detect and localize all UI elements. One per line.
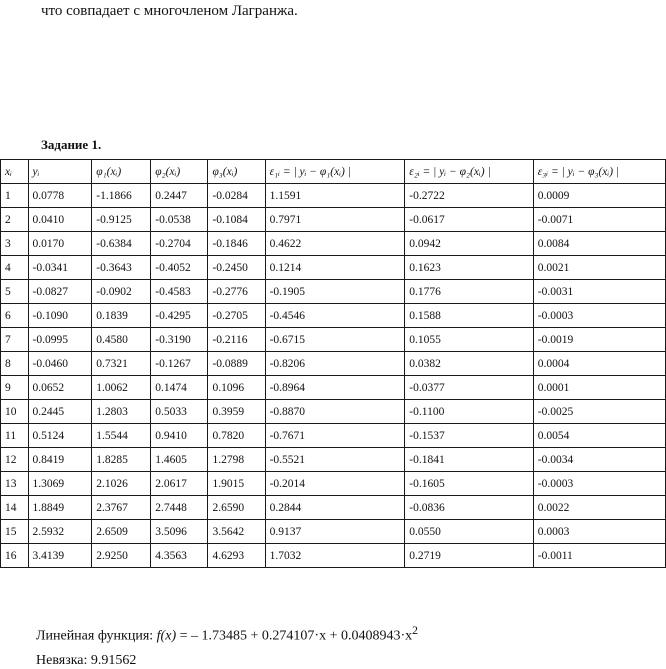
cell-phi2: -0.4295 (151, 304, 208, 328)
table-row (1, 256, 666, 280)
col-header-phi1: φ₁(xᵢ) (92, 160, 151, 184)
col-header-eps2: ε₂ᵢ = | yᵢ − φ₂(xᵢ) | (405, 160, 533, 184)
table-row (1, 232, 666, 256)
cell-phi2: -0.1267 (151, 352, 208, 376)
cell-phi3: -0.1846 (208, 232, 265, 256)
table-row (1, 184, 666, 208)
table-header-row (1, 160, 666, 184)
cell-y: 3.4139 (28, 544, 92, 568)
cell-y: 1.8849 (28, 496, 92, 520)
cell-phi1: -0.3643 (92, 256, 151, 280)
table-row (1, 520, 666, 544)
cell-phi1: 0.4580 (92, 328, 151, 352)
linear-function-formula (36, 624, 418, 645)
cell-phi2: 4.3563 (151, 544, 208, 568)
cell-y: -0.1090 (28, 304, 92, 328)
cell-phi2: -0.4052 (151, 256, 208, 280)
cell-phi2: 2.0617 (151, 472, 208, 496)
cell-phi3: 1.2798 (208, 448, 265, 472)
cell-x: 13 (1, 472, 29, 496)
cell-eps1: -0.5521 (265, 448, 405, 472)
cell-phi3: -0.2705 (208, 304, 265, 328)
cell-eps2: 0.0550 (405, 520, 533, 544)
cell-eps1: -0.8206 (265, 352, 405, 376)
cell-eps2: -0.1537 (405, 424, 533, 448)
cell-phi2: 0.9410 (151, 424, 208, 448)
cell-phi2: 2.7448 (151, 496, 208, 520)
cell-eps1: 0.2844 (265, 496, 405, 520)
table-row (1, 448, 666, 472)
cell-y: 1.3069 (28, 472, 92, 496)
cell-phi2: 0.5033 (151, 400, 208, 424)
cell-eps1: -0.6715 (265, 328, 405, 352)
results-table (0, 159, 666, 568)
cell-phi1: 2.1026 (92, 472, 151, 496)
cell-phi1: 1.5544 (92, 424, 151, 448)
table-row (1, 496, 666, 520)
cell-x: 10 (1, 400, 29, 424)
cell-eps2: 0.1588 (405, 304, 533, 328)
cell-eps1: 1.1591 (265, 184, 405, 208)
table-row (1, 280, 666, 304)
cell-eps3: 0.0022 (533, 496, 665, 520)
cell-eps3: 0.0054 (533, 424, 665, 448)
residual-value: Невязка: 9.91562 (36, 653, 137, 668)
cell-eps2: -0.0617 (405, 208, 533, 232)
cell-eps3: -0.0003 (533, 304, 665, 328)
cell-phi1: 1.8285 (92, 448, 151, 472)
cell-eps2: 0.1055 (405, 328, 533, 352)
table-row (1, 472, 666, 496)
cell-eps1: -0.2014 (265, 472, 405, 496)
cell-phi2: 3.5096 (151, 520, 208, 544)
cell-phi2: 1.4605 (151, 448, 208, 472)
cell-eps3: 0.0009 (533, 184, 665, 208)
cell-phi1: 1.0062 (92, 376, 151, 400)
cell-phi2: 0.2447 (151, 184, 208, 208)
formula-body: = – 1.73485 + 0.274107·x + 0.0408943·x (176, 628, 413, 644)
cell-x: 6 (1, 304, 29, 328)
cell-x: 15 (1, 520, 29, 544)
col-header-phi3: φ₃(xᵢ) (208, 160, 265, 184)
cell-eps1: -0.8964 (265, 376, 405, 400)
cell-eps1: 0.9137 (265, 520, 405, 544)
intro-text: что совпадает с многочленом Лагранжа. (41, 3, 298, 19)
cell-x: 5 (1, 280, 29, 304)
cell-eps2: -0.2722 (405, 184, 533, 208)
cell-eps1: -0.1905 (265, 280, 405, 304)
cell-x: 3 (1, 232, 29, 256)
cell-phi3: -0.2116 (208, 328, 265, 352)
cell-eps3: -0.0031 (533, 280, 665, 304)
cell-eps3: -0.0003 (533, 472, 665, 496)
cell-eps1: 0.1214 (265, 256, 405, 280)
cell-eps3: -0.0019 (533, 328, 665, 352)
cell-phi3: -0.0889 (208, 352, 265, 376)
cell-phi2: -0.4583 (151, 280, 208, 304)
cell-phi3: 3.5642 (208, 520, 265, 544)
cell-x: 12 (1, 448, 29, 472)
cell-eps1: 0.4622 (265, 232, 405, 256)
cell-y: -0.0995 (28, 328, 92, 352)
cell-eps3: 0.0004 (533, 352, 665, 376)
cell-phi1: 1.2803 (92, 400, 151, 424)
table-row (1, 376, 666, 400)
cell-x: 1 (1, 184, 29, 208)
table-row (1, 352, 666, 376)
table-body (1, 184, 666, 568)
cell-phi3: -0.2776 (208, 280, 265, 304)
cell-y: 0.8419 (28, 448, 92, 472)
cell-eps1: 1.7032 (265, 544, 405, 568)
cell-phi3: 0.1096 (208, 376, 265, 400)
cell-eps2: 0.0382 (405, 352, 533, 376)
cell-x: 16 (1, 544, 29, 568)
cell-y: 0.0652 (28, 376, 92, 400)
cell-eps2: 0.2719 (405, 544, 533, 568)
col-header-x: xᵢ (1, 160, 29, 184)
cell-eps3: -0.0011 (533, 544, 665, 568)
cell-y: -0.0460 (28, 352, 92, 376)
cell-eps3: 0.0021 (533, 256, 665, 280)
cell-x: 8 (1, 352, 29, 376)
cell-eps2: 0.1623 (405, 256, 533, 280)
cell-phi2: -0.3190 (151, 328, 208, 352)
table-row (1, 304, 666, 328)
col-header-eps1: ε₁ᵢ = | yᵢ − φ₁(xᵢ) | (265, 160, 405, 184)
cell-eps2: -0.0836 (405, 496, 533, 520)
cell-phi1: 0.1839 (92, 304, 151, 328)
cell-phi3: -0.2450 (208, 256, 265, 280)
task-title: Задание 1. (41, 137, 102, 152)
cell-phi1: 0.7321 (92, 352, 151, 376)
cell-eps3: -0.0025 (533, 400, 665, 424)
cell-phi3: 0.7820 (208, 424, 265, 448)
cell-y: 0.0778 (28, 184, 92, 208)
cell-eps3: -0.0071 (533, 208, 665, 232)
cell-phi3: 4.6293 (208, 544, 265, 568)
cell-x: 14 (1, 496, 29, 520)
cell-phi1: -1.1866 (92, 184, 151, 208)
cell-eps1: -0.8870 (265, 400, 405, 424)
cell-eps2: -0.1100 (405, 400, 533, 424)
cell-phi1: 2.9250 (92, 544, 151, 568)
cell-phi2: -0.0538 (151, 208, 208, 232)
table-row (1, 208, 666, 232)
cell-y: -0.0341 (28, 256, 92, 280)
cell-eps2: 0.0942 (405, 232, 533, 256)
cell-phi2: -0.2704 (151, 232, 208, 256)
table-row (1, 544, 666, 568)
cell-eps3: -0.0034 (533, 448, 665, 472)
cell-y: 0.5124 (28, 424, 92, 448)
table-row (1, 400, 666, 424)
cell-x: 4 (1, 256, 29, 280)
cell-phi1: -0.0902 (92, 280, 151, 304)
cell-eps3: 0.0003 (533, 520, 665, 544)
cell-eps2: -0.1841 (405, 448, 533, 472)
cell-eps2: -0.0377 (405, 376, 533, 400)
cell-x: 2 (1, 208, 29, 232)
cell-y: -0.0827 (28, 280, 92, 304)
cell-x: 7 (1, 328, 29, 352)
cell-y: 0.2445 (28, 400, 92, 424)
table-row (1, 424, 666, 448)
formula-label: Линейная функция: (36, 628, 157, 644)
cell-y: 0.0410 (28, 208, 92, 232)
cell-phi3: 2.6590 (208, 496, 265, 520)
cell-phi1: 2.3767 (92, 496, 151, 520)
cell-y: 2.5932 (28, 520, 92, 544)
cell-phi3: 1.9015 (208, 472, 265, 496)
formula-exponent: 2 (412, 624, 418, 637)
cell-eps2: 0.1776 (405, 280, 533, 304)
cell-phi3: -0.1084 (208, 208, 265, 232)
cell-phi1: 2.6509 (92, 520, 151, 544)
cell-phi1: -0.9125 (92, 208, 151, 232)
cell-phi3: 0.3959 (208, 400, 265, 424)
cell-eps1: -0.4546 (265, 304, 405, 328)
cell-phi1: -0.6384 (92, 232, 151, 256)
cell-eps1: 0.7971 (265, 208, 405, 232)
table-row (1, 328, 666, 352)
cell-eps2: -0.1605 (405, 472, 533, 496)
cell-x: 9 (1, 376, 29, 400)
cell-phi3: -0.0284 (208, 184, 265, 208)
cell-eps3: 0.0001 (533, 376, 665, 400)
cell-eps1: -0.7671 (265, 424, 405, 448)
col-header-phi2: φ₂(xᵢ) (151, 160, 208, 184)
col-header-y: yᵢ (28, 160, 92, 184)
cell-y: 0.0170 (28, 232, 92, 256)
cell-x: 11 (1, 424, 29, 448)
cell-phi2: 0.1474 (151, 376, 208, 400)
cell-eps3: 0.0084 (533, 232, 665, 256)
formula-fx: f(x) (156, 628, 177, 644)
col-header-eps3: ε₃ᵢ = | yᵢ − φ₃(xᵢ) | (533, 160, 665, 184)
